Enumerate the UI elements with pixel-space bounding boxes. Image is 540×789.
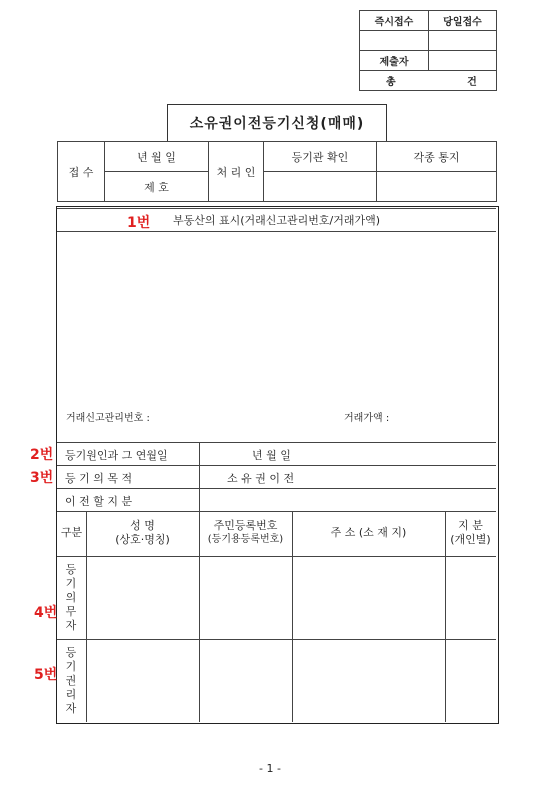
marker-2: 2번 — [30, 447, 54, 463]
receipt-cell[interactable] — [429, 51, 497, 71]
notices-label: 각종 통지 — [377, 142, 497, 172]
marker-1: 1번 — [127, 215, 151, 231]
purpose-label: 등 기 의 목 적 — [65, 472, 133, 485]
obligor-id-cell[interactable] — [200, 557, 291, 638]
vertical-char: 의 — [65, 591, 77, 604]
property-section-heading — [57, 208, 496, 232]
vertical-char: 권 — [65, 674, 77, 687]
obligor-label — [57, 563, 85, 633]
page-number: - 1 - — [259, 762, 281, 775]
price-label: 거래가액 : — [344, 413, 390, 424]
obligor-address-cell[interactable] — [293, 557, 444, 638]
receipt-sameday: 당일접수 — [429, 11, 497, 31]
gubun-header: 구분 — [60, 526, 83, 539]
receipt-total — [360, 71, 497, 91]
parties-table — [57, 511, 496, 722]
name-header-sub: (상호·명칭) — [115, 533, 170, 546]
holder-id-cell[interactable] — [200, 640, 291, 721]
vertical-char: 등 — [65, 563, 77, 576]
name-header-label: 성 명 — [130, 519, 155, 532]
reception-date[interactable]: 년 월 일 — [105, 142, 209, 172]
processor-label: 처 리 인 — [209, 142, 264, 202]
address-header: 주 소 (소 재 지) — [330, 526, 407, 539]
reception-label: 접 수 — [58, 142, 105, 202]
receipt-cell[interactable] — [360, 31, 429, 51]
receipt-cell[interactable] — [429, 31, 497, 51]
holder-address-cell[interactable] — [293, 640, 444, 721]
document-title: 소유권이전등기신청(매매) — [167, 104, 387, 142]
idno-header-sub: (등기용등록번호) — [207, 534, 284, 545]
registrar-check-label: 등기관 확인 — [264, 142, 377, 172]
holder-name-cell[interactable] — [87, 640, 198, 721]
obligor-share-cell[interactable] — [446, 557, 495, 638]
vertical-char: 리 — [65, 688, 77, 701]
notices-cell[interactable] — [377, 172, 497, 202]
vertical-char: 등 — [65, 646, 77, 659]
vertical-char: 기 — [65, 577, 77, 590]
obligor-name-cell[interactable] — [87, 557, 198, 638]
receipt-box — [359, 10, 497, 91]
receipt-total-right: 건 — [467, 77, 477, 88]
property-description-area[interactable] — [57, 231, 496, 442]
marker-3: 3번 — [30, 470, 54, 486]
purpose-value[interactable]: 소 유 권 이 전 — [227, 472, 295, 485]
reception-table — [57, 141, 497, 202]
cause-row — [57, 442, 496, 466]
receipt-submitter: 제출자 — [360, 51, 429, 71]
vertical-char: 자 — [65, 619, 77, 632]
vertical-char: 자 — [65, 702, 77, 715]
idno-header — [199, 519, 292, 547]
holder-label — [57, 646, 85, 716]
vertical-char: 무 — [65, 605, 77, 618]
receipt-immediate: 즉시접수 — [360, 11, 429, 31]
share-header-label: 지 분 — [458, 519, 483, 532]
reception-number[interactable]: 제 호 — [105, 172, 209, 202]
vertical-char: 기 — [65, 660, 77, 673]
share-header-sub: (개인별) — [450, 533, 491, 546]
purpose-row — [57, 465, 496, 489]
name-header — [86, 519, 199, 547]
holder-share-cell[interactable] — [446, 640, 495, 721]
marker-5: 5번 — [34, 667, 58, 683]
idno-header-label: 주민등록번호 — [213, 519, 278, 532]
cause-value[interactable]: 년 월 일 — [252, 449, 291, 462]
share-row — [57, 488, 496, 512]
marker-4: 4번 — [34, 605, 58, 621]
registrar-check-cell[interactable] — [264, 172, 377, 202]
cause-label: 등기원인과 그 연월일 — [65, 449, 168, 462]
share-label: 이 전 할 지 분 — [65, 495, 133, 508]
property-section-title: 부동산의 표시(거래신고관리번호/거래가액) — [172, 214, 381, 227]
share-header — [445, 519, 496, 547]
report-no-label: 거래신고관리번호 : — [66, 413, 150, 424]
receipt-total-left: 총 — [386, 77, 396, 88]
